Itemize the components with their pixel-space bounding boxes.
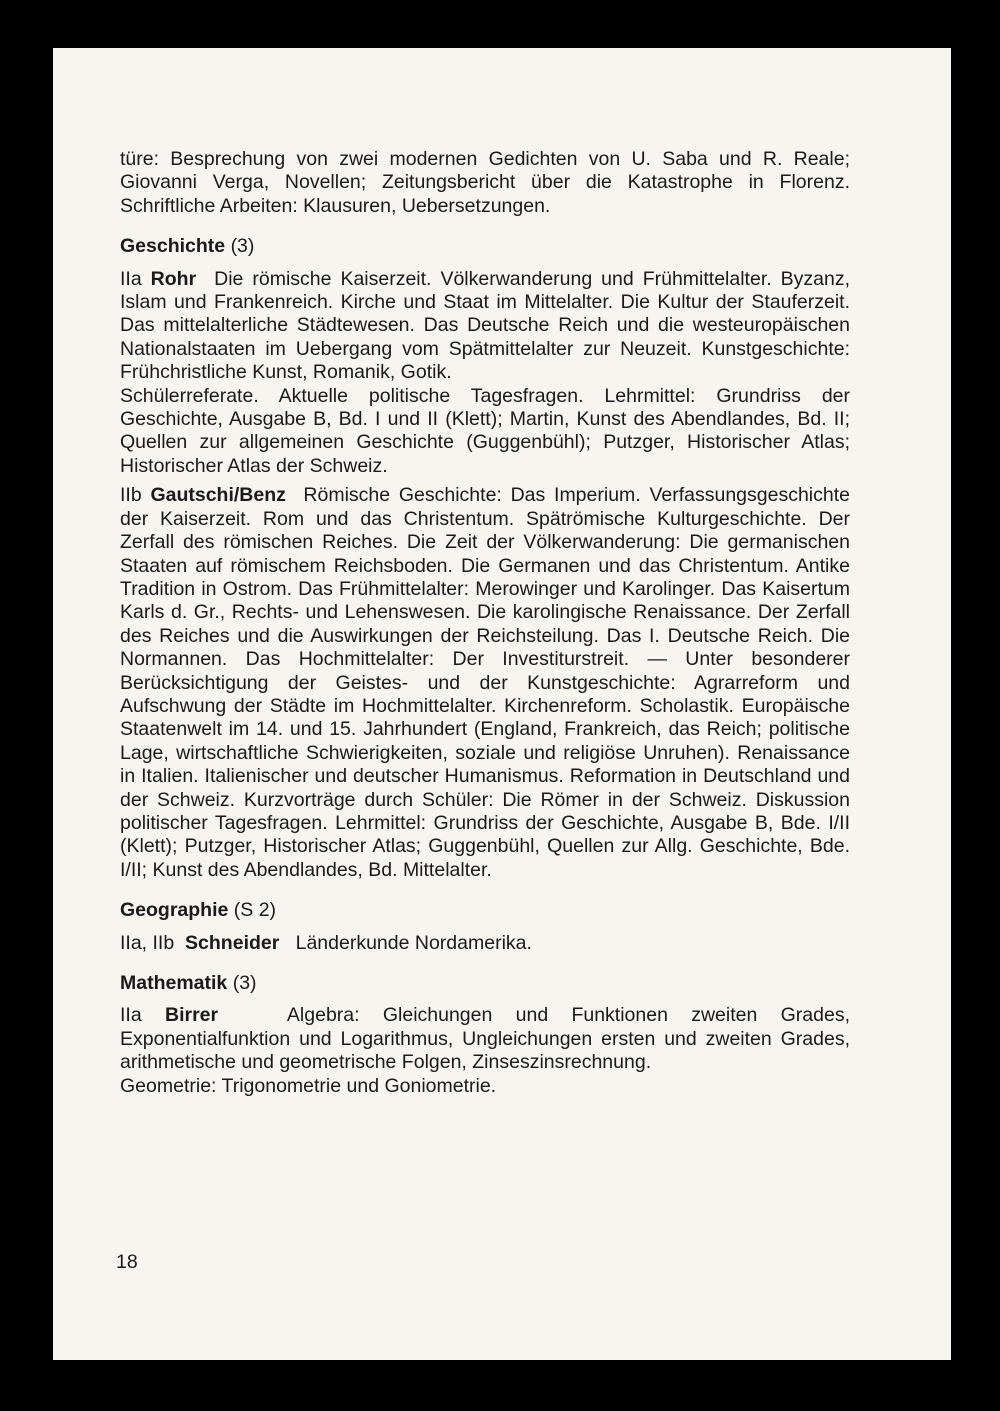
teacher-name: Birrer: [164, 1004, 219, 1027]
teacher-name: Rohr: [150, 267, 197, 290]
class-label: IIa: [120, 1004, 142, 1027]
class-label: IIb: [120, 484, 142, 507]
section-heading-geschichte: [120, 235, 850, 258]
section-title: Geschichte: [120, 235, 226, 258]
section-hours: (3): [230, 235, 255, 258]
teacher-name: Gautschi/Benz: [150, 484, 286, 507]
page-content: [120, 148, 850, 1098]
section-hours: (3): [232, 972, 257, 994]
section-hours: (S 2): [233, 899, 277, 922]
mathematik-paragraph-2: Geometrie: Trigonometrie und Goniometrie.: [120, 1074, 497, 1097]
course-description: Algebra: Gleichungen und Funktionen zweiten Grades, Exponentialfunktion und Logarithmus, Ungleichungen ersten und zweiten Grades, arithmetische und geometrische Folgen, Zinseszinsrechnung.: [120, 1004, 851, 1074]
section-heading-geographie: [120, 899, 850, 922]
course-description: Länderkunde Nordamerika.: [295, 931, 532, 954]
class-label: IIa: [120, 267, 142, 290]
geschichte-iib-paragraph: [120, 484, 850, 882]
class-label: IIa, IIb: [120, 931, 175, 954]
geschichte-iia-paragraph: [120, 268, 850, 385]
course-description: Römische Geschichte: Das Imperium. Verfassungsgeschichte der Kaiserzeit. Rom und das Christentum. Spätrömische Kulturgeschichte. Der Zerfall des römischen Reiches. Die Zeit der Völkerwanderung: Die germanischen Staaten auf römischem Reichsboden. Die Germanen und das Christentum. Antike Tradition in Ostrom. Das Frühmittelalter: Merowinger und Karolinger. Das Kaisertum Karls d. Gr., Rechts- und Lehenswesen. Die karolingische Renaissance. Der Zerfall des Reiches und die Auswirkungen der Reichsteilung. Das I. Deutsche Reich. Die Normannen. Das Hochmittelalter: Der Investiturstreit. — Unter besonderer Berücksichtigung der Geistes- und der Kunstgeschichte: Agrarreform und Aufschwung der Städte im Hochmittelalter. Kirchenreform. Scholastik. Europäische Staatenwelt im 14. und 15. Jahrhundert (England, Frankreich, das Reich; politische Lage, wirtschaftliche Schwierigkeiten, soziale und religiöse Unruhen). Renaissance in Italien. Italienischer und deutscher Humanismus. Reformation in Deutschland und der Schweiz. Kurzvorträge durch Schüler: Die Römer in der Schweiz. Diskussion politischer Tagesfragen. Lehrmittel: Grundriss der Geschichte, Ausgabe B, Bde. I/II (Klett); Putzger, Historischer Atlas; Guggenbühl, Quellen zur Allg. Geschichte, Bde. I/II; Kunst des Abendlandes, Bd. Mittelalter.: [120, 484, 851, 881]
course-description: Die römische Kaiserzeit. Völkerwanderung und Frühmittelalter. Byzanz, Islam und Frankenreich. Kirche und Staat im Mittelalter. Die Kultur der Stauferzeit. Das mittelalterliche Städtewesen. Das Deutsche Reich und die westeuropäischen Nationalstaaten im Uebergang vom Spätmittelalter zur Neuzeit. Kunstgeschichte: Frühchristliche Kunst, Romanik, Gotik.: [120, 267, 850, 384]
document-page: [53, 48, 951, 1360]
page-number: 18: [116, 1251, 138, 1273]
mathematik-paragraph: [120, 1004, 850, 1074]
geschichte-iia-paragraph-2: Schülerreferate. Aktuelle politische Tagesfragen. Lehrmittel: Grundriss der Geschichte, Ausgabe B, Bd. I und II (Klett); Martin, Kunst des Abendlandes, Bd. II; Quellen zur allgemeinen Geschichte (Guggenbühl); Putzger, Historischer Atlas; Historischer Atlas der Schweiz.: [120, 384, 850, 477]
section-title: Mathematik: [120, 972, 228, 994]
section-heading-mathematik: [120, 972, 850, 995]
teacher-name: Schneider: [185, 931, 280, 954]
intro-paragraph: türe: Besprechung von zwei modernen Gedichten von U. Saba und R. Reale; Giovanni Verga, Novellen; Zeitungsbericht über die Katastrophe in Florenz. Schriftliche Arbeiten: Klausuren, Uebersetzungen.: [120, 148, 850, 217]
section-title: Geographie: [120, 899, 229, 922]
geographie-paragraph: [120, 932, 850, 955]
